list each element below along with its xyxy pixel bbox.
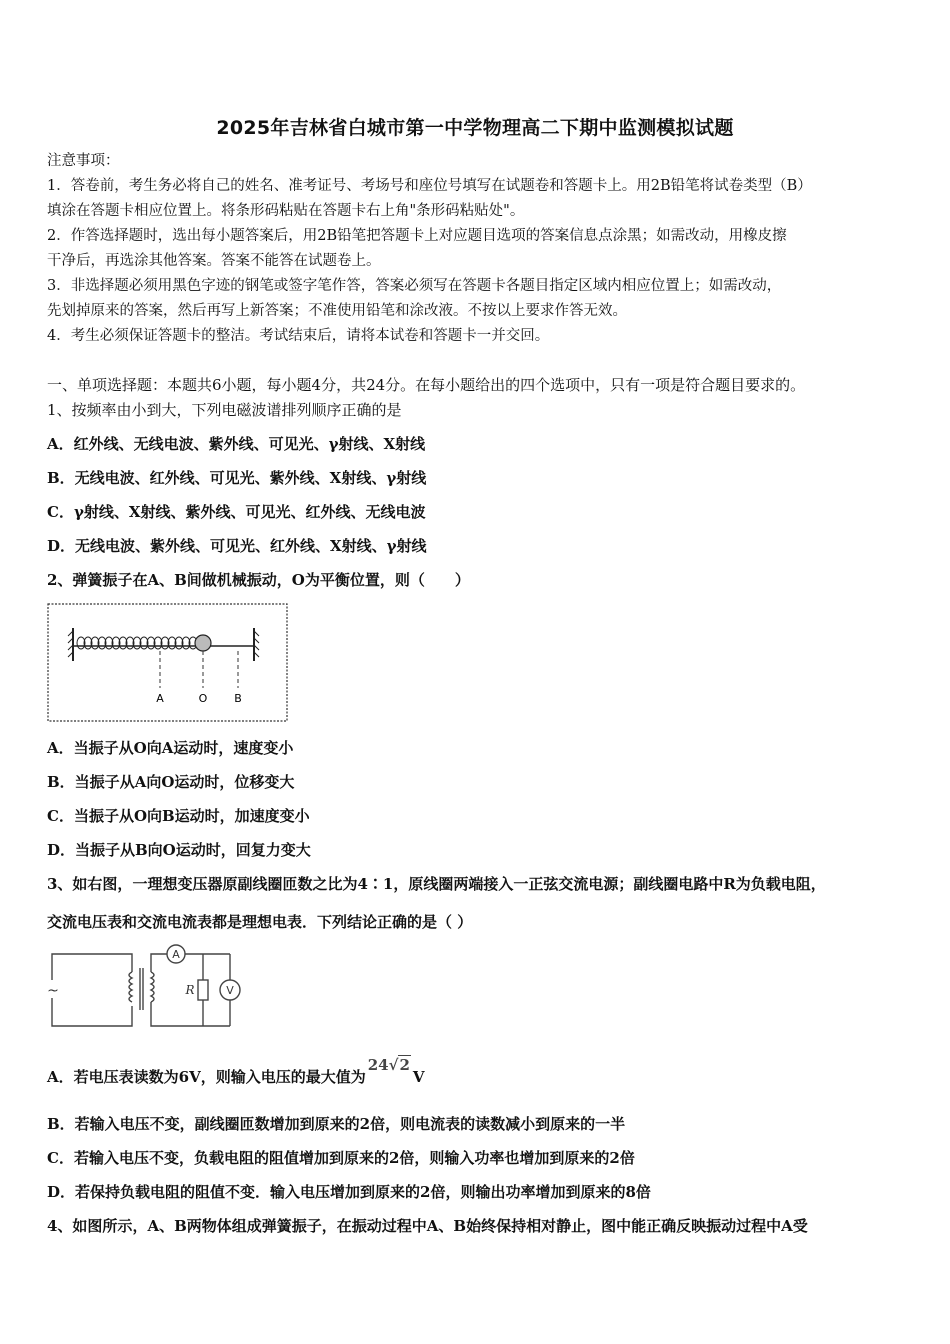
- question-2-option-a[interactable]: A．当振子从O向A运动时，速度变小: [47, 739, 294, 757]
- question-2-option-c[interactable]: C．当振子从O向B运动时，加速度变小: [47, 807, 310, 825]
- sqrt-expression: 24√2: [367, 1056, 410, 1074]
- notice-line: 先划掉原来的答案，然后再写上新答案；不准使用铅笔和涂改液。不按以上要求作答无效。: [47, 303, 627, 319]
- question-3-option-a[interactable]: [47, 1056, 425, 1086]
- notice-line: 填涂在答题卡相应位置上。将条形码粘贴在答题卡右上角"条形码粘贴处"。: [47, 203, 525, 219]
- notice-line: 1．答卷前，考生务必将自己的姓名、准考证号、考场号和座位号填写在试题卷和答题卡上。用2B铅笔将试卷类型（B）: [47, 178, 812, 194]
- notice-line: 2．作答选择题时，选出每小题答案后，用2B铅笔把答题卡上对应题目选项的答案信息点涂黑；如需改动，用橡皮擦: [47, 228, 787, 244]
- ammeter-label: A: [172, 948, 180, 961]
- option-a-text: A．若电压表读数为6V，则输入电压的最大值为: [47, 1068, 366, 1086]
- notice-line: 3．非选择题必须用黑色字迹的钢笔或签字笔作答，答案必须写在答题卡各题目指定区域内相应位置上；如需改动，: [47, 278, 782, 294]
- ac-source-symbol: ~: [47, 983, 59, 999]
- question-3-option-b[interactable]: B．若输入电压不变，副线圈匝数增加到原来的2倍，则电流表的读数减小到原来的一半: [47, 1115, 626, 1133]
- question-1-stem: 1、按频率由小到大，下列电磁波谱排列顺序正确的是: [47, 401, 402, 419]
- question-1-option-d[interactable]: D．无线电波、紫外线、可见光、红外线、X射线、γ射线: [47, 537, 427, 555]
- question-3-option-d[interactable]: D．若保持负载电阻的阻值不变．输入电压增加到原来的2倍，则输出功率增加到原来的8倍: [47, 1183, 651, 1201]
- question-1-option-b[interactable]: B．无线电波、红外线、可见光、紫外线、X射线、γ射线: [47, 469, 427, 487]
- question-2-option-d[interactable]: D．当振子从B向O运动时，回复力变大: [47, 841, 311, 859]
- section-heading: 一、单项选择题：本题共6小题，每小题4分，共24分。在每小题给出的四个选项中，只有一项是符合题目要求的。: [47, 376, 806, 394]
- question-3-stem: 3、如右图，一理想变压器原副线圈匝数之比为4∶1，原线圈两端接入一正弦交流电源；副线圈电路中R为负载电阻，: [47, 875, 826, 893]
- question-2-option-b[interactable]: B．当振子从A向O运动时，位移变大: [47, 773, 295, 791]
- position-label-o: O: [198, 692, 208, 705]
- question-3-stem-cont: 交流电压表和交流电流表都是理想电表．下列结论正确的是（ ）: [47, 913, 473, 931]
- question-3-option-c[interactable]: C．若输入电压不变，负载电阻的阻值增加到原来的2倍，则输入功率也增加到原来的2倍: [47, 1149, 635, 1167]
- question-1-option-a[interactable]: A．红外线、无线电波、紫外线、可见光、γ射线、X射线: [47, 435, 426, 453]
- spring-oscillator-figure: [47, 603, 289, 723]
- position-label-b: B: [234, 692, 242, 705]
- question-1-option-c[interactable]: C．γ射线、X射线、紫外线、可见光、红外线、无线电波: [47, 503, 426, 521]
- transformer-circuit-figure: [44, 942, 244, 1032]
- notice-line: 4．考生必须保证答题卡的整洁。考试结束后，请将本试卷和答题卡一并交回。: [47, 328, 550, 344]
- voltmeter-label: V: [226, 984, 234, 997]
- page-title: 2025年吉林省白城市第一中学物理高二下期中监测模拟试题: [216, 117, 734, 139]
- resistor-label: R: [185, 983, 195, 997]
- notice-heading: 注意事项：: [47, 153, 120, 169]
- position-label-a: A: [156, 692, 164, 705]
- question-4-stem: 4、如图所示，A、B两物体组成弹簧振子，在振动过程中A、B始终保持相对静止，图中能正确反映振动过程中A受: [47, 1217, 808, 1235]
- option-a-unit: V: [412, 1068, 425, 1086]
- notice-line: 干净后，再选涂其他答案。答案不能答在试题卷上。: [47, 253, 381, 269]
- question-2-stem: 2、弹簧振子在A、B间做机械振动，O为平衡位置，则（ ）: [47, 571, 470, 589]
